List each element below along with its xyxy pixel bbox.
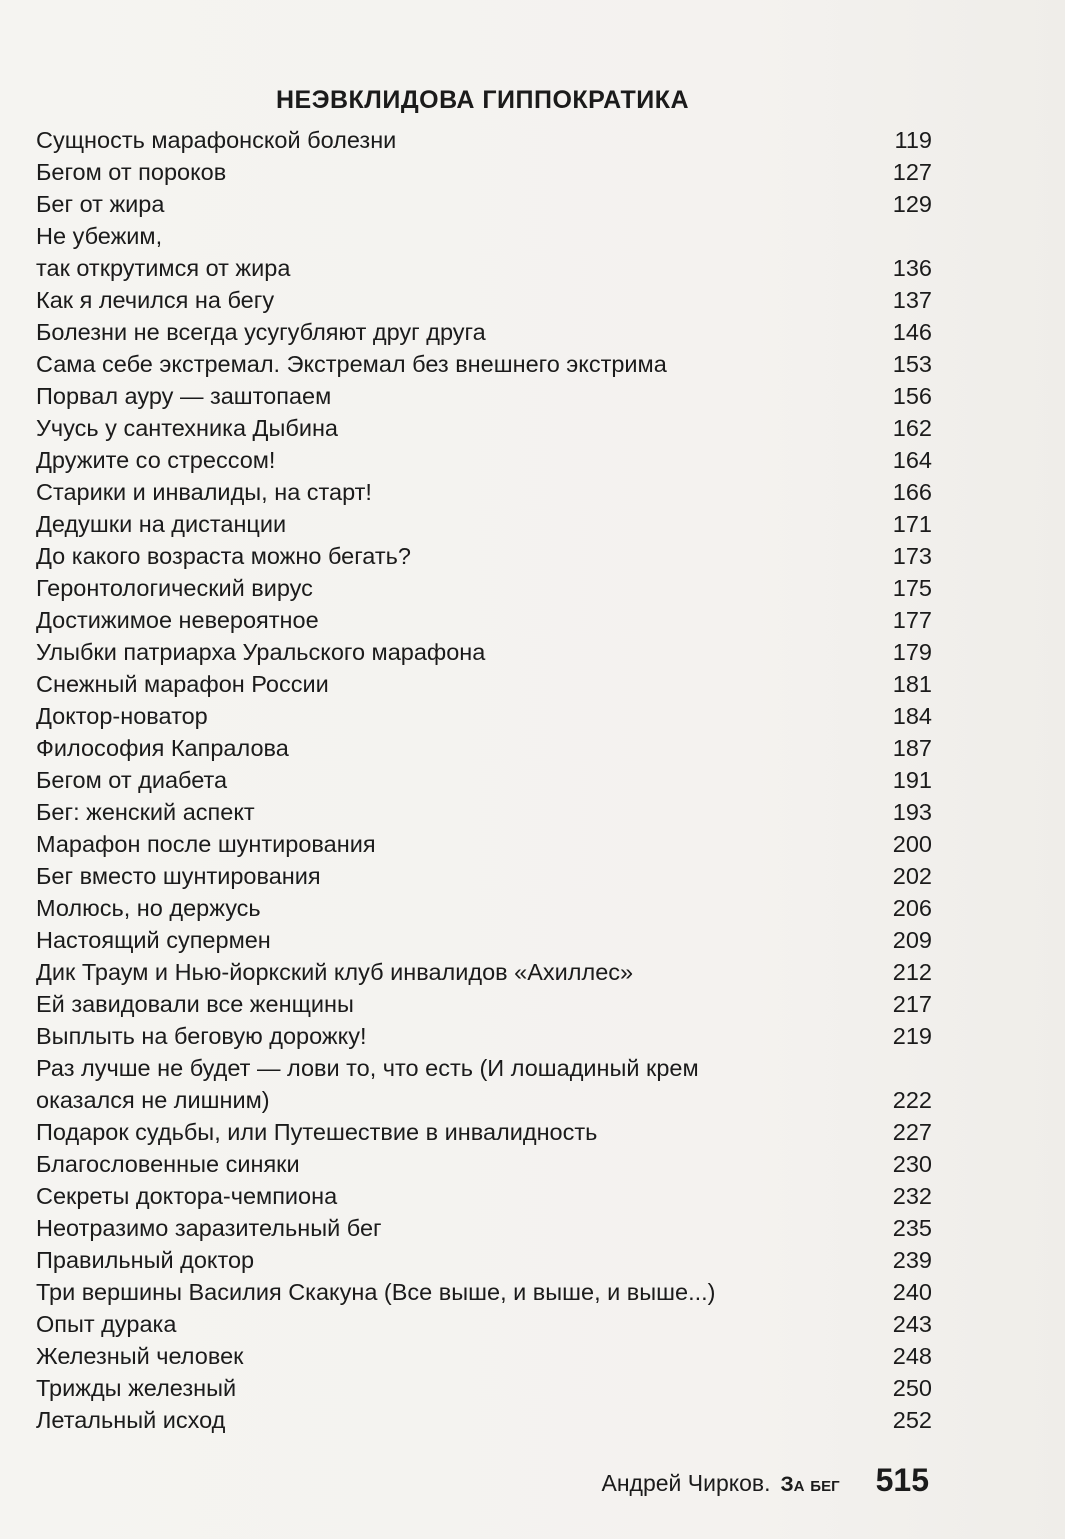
toc-entry-page-number: 181 <box>892 671 932 697</box>
toc-entry <box>36 1244 932 1276</box>
toc-entry-title: Настоящий супермен <box>36 927 271 953</box>
toc-entry-page-number: 219 <box>892 1023 932 1049</box>
toc-entry-title: Старики и инвалиды, на старт! <box>36 479 372 505</box>
toc-entry-page-number: 248 <box>892 1343 932 1369</box>
toc-entry-title: До какого возраста можно бегать? <box>36 543 411 569</box>
toc-entry-title: Бегом от диабета <box>36 767 228 793</box>
section-title: НЕЭВКЛИДОВА ГИППОКРАТИКА <box>275 86 690 114</box>
toc-entry-title: Выплыть на беговую дорожку! <box>36 1023 367 1049</box>
toc-entry-page-number: 177 <box>892 607 932 633</box>
toc-entry <box>36 476 932 508</box>
toc-entry-page-number: 127 <box>892 159 932 185</box>
toc-entry-page-number: 191 <box>892 767 932 793</box>
toc-entry <box>36 988 932 1020</box>
toc-entry-page-number: 252 <box>892 1407 932 1433</box>
toc-entry-title: Железный человек <box>36 1343 244 1369</box>
toc-entry-title: Достижимое невероятное <box>36 607 319 633</box>
toc-entry-page-number: 230 <box>892 1151 932 1177</box>
toc-entry <box>36 1276 932 1308</box>
toc-entry <box>36 1116 932 1148</box>
toc-entry-title: Бег от жира <box>36 191 165 217</box>
toc-entry-title: Подарок судьбы, или Путешествие в инвалидность <box>36 1119 598 1145</box>
toc-entry-page-number: 217 <box>892 991 932 1017</box>
toc-entry-title: Три вершины Василия Скакуна (Все выше, и выше, и выше...) <box>36 1279 716 1305</box>
toc-entry-title: Марафон после шунтирования <box>36 831 376 857</box>
toc-entry-title: Трижды железный <box>36 1375 237 1401</box>
toc-entry-page-number: 187 <box>892 735 932 761</box>
toc-entry <box>36 380 932 412</box>
toc-entry-page-number: 129 <box>892 191 932 217</box>
footer-book-title: За бег <box>780 1473 840 1496</box>
toc-entry-title: Сущность марафонской болезни <box>36 127 397 153</box>
toc-entry <box>36 156 932 188</box>
toc-entry-title: Сама себе экстремал. Экстремал без внешнего экстрима <box>36 351 667 377</box>
toc-entry-title: Правильный доктор <box>36 1247 255 1273</box>
toc-entry-title: Летальный исход <box>36 1407 226 1433</box>
toc-entry-page-number: 250 <box>892 1375 932 1401</box>
toc-entry-title: Доктор-новатор <box>36 703 208 729</box>
toc-entry-page-number: 166 <box>892 479 932 505</box>
toc-entry <box>36 732 932 764</box>
toc-entry <box>36 220 932 284</box>
toc-entry <box>36 444 932 476</box>
toc-entry-title: Геронтологический вирус <box>36 575 313 601</box>
table-of-contents <box>36 124 932 1436</box>
toc-entry-page-number: 206 <box>892 895 932 921</box>
toc-entry <box>36 412 932 444</box>
toc-entry-page-number: 164 <box>892 447 932 473</box>
toc-entry <box>36 124 932 156</box>
toc-entry-title: Порвал ауру — заштопаем <box>36 383 332 409</box>
toc-entry-title <box>36 220 862 284</box>
toc-entry-page-number: 200 <box>892 831 932 857</box>
footer-author: Андрей Чирков. <box>601 1470 771 1496</box>
toc-entry <box>36 1308 932 1340</box>
toc-entry-title: Снежный марафон России <box>36 671 329 697</box>
toc-entry-page-number: 202 <box>892 863 932 889</box>
toc-entry-page-number: 227 <box>892 1119 932 1145</box>
toc-entry <box>36 1404 932 1436</box>
toc-entry-title: Бегом от пороков <box>36 159 227 185</box>
toc-entry-page-number: 156 <box>892 383 932 409</box>
toc-entry-page-number: 184 <box>892 703 932 729</box>
toc-entry-title: Болезни не всегда усугубляют друг друга <box>36 319 486 345</box>
toc-entry <box>36 1052 932 1116</box>
toc-entry-title: Секреты доктора-чемпиона <box>36 1183 338 1209</box>
toc-entry-title <box>36 1052 862 1116</box>
toc-entry <box>36 1340 932 1372</box>
toc-entry-title: Опыт дурака <box>36 1311 177 1337</box>
toc-entry <box>36 508 932 540</box>
toc-entry-page-number: 240 <box>892 1279 932 1305</box>
toc-entry-title: Дружите со стрессом! <box>36 447 276 473</box>
toc-entry <box>36 316 932 348</box>
toc-entry-page-number: 136 <box>892 255 932 281</box>
toc-entry <box>36 348 932 380</box>
toc-entry-title: Бег вместо шунтирования <box>36 863 321 889</box>
toc-entry <box>36 956 932 988</box>
toc-entry-page-number: 209 <box>892 927 932 953</box>
toc-entry-title: Улыбки патриарха Уральского марафона <box>36 639 486 665</box>
toc-entry-page-number: 162 <box>892 415 932 441</box>
toc-entry-title: Ей завидовали все женщины <box>36 991 354 1017</box>
toc-entry <box>36 188 932 220</box>
toc-entry <box>36 1212 932 1244</box>
toc-entry-page-number: 119 <box>894 127 932 153</box>
toc-entry-page-number: 146 <box>892 319 932 345</box>
toc-entry <box>36 636 932 668</box>
toc-entry-title-line: оказался не лишним) <box>36 1087 270 1113</box>
toc-entry-title-line: Раз лучше не будет — лови то, что есть (И лошадиный крем <box>36 1055 699 1081</box>
footer-page-number: 515 <box>875 1462 929 1498</box>
toc-entry <box>36 700 932 732</box>
toc-entry <box>36 796 932 828</box>
toc-entry-title: Дедушки на дистанции <box>36 511 287 537</box>
toc-entry <box>36 828 932 860</box>
toc-entry <box>36 764 932 796</box>
toc-entry-page-number: 243 <box>892 1311 932 1337</box>
toc-entry <box>36 860 932 892</box>
toc-entry-page-number: 232 <box>892 1183 932 1209</box>
toc-entry <box>36 924 932 956</box>
toc-entry <box>36 1020 932 1052</box>
toc-entry <box>36 604 932 636</box>
toc-entry-page-number: 222 <box>892 1087 932 1113</box>
toc-entry-title: Неотразимо заразительный бег <box>36 1215 382 1241</box>
toc-entry-page-number: 171 <box>892 511 932 537</box>
toc-entry <box>36 1148 932 1180</box>
toc-entry-page-number: 193 <box>892 799 932 825</box>
toc-entry-title: Бег: женский аспект <box>36 799 255 825</box>
toc-entry <box>36 284 932 316</box>
toc-entry-page-number: 212 <box>892 959 932 985</box>
toc-entry <box>36 540 932 572</box>
toc-entry-page-number: 175 <box>892 575 932 601</box>
toc-entry-title: Благословенные синяки <box>36 1151 300 1177</box>
toc-entry-title: Как я лечился на бегу <box>36 287 275 313</box>
toc-entry <box>36 1372 932 1404</box>
toc-entry-title: Философия Капралова <box>36 735 289 761</box>
toc-entry-page-number: 173 <box>892 543 932 569</box>
toc-entry-page-number: 235 <box>892 1215 932 1241</box>
toc-entry-title-line: так открутимся от жира <box>36 255 291 281</box>
toc-entry-title-line: Не убежим, <box>36 223 163 249</box>
toc-entry-page-number: 239 <box>892 1247 932 1273</box>
toc-entry-page-number: 137 <box>892 287 932 313</box>
toc-entry <box>36 572 932 604</box>
toc-entry <box>36 1180 932 1212</box>
toc-entry-title: Учусь у сантехника Дыбина <box>36 415 339 441</box>
toc-entry-page-number: 179 <box>892 639 932 665</box>
toc-entry <box>36 668 932 700</box>
page-footer <box>602 1462 930 1499</box>
toc-entry-title: Дик Траум и Нью-йоркский клуб инвалидов «Ахиллес» <box>36 959 634 985</box>
toc-entry-title: Молюсь, но держусь <box>36 895 261 921</box>
toc-entry-page-number: 153 <box>892 351 932 377</box>
toc-entry <box>36 892 932 924</box>
